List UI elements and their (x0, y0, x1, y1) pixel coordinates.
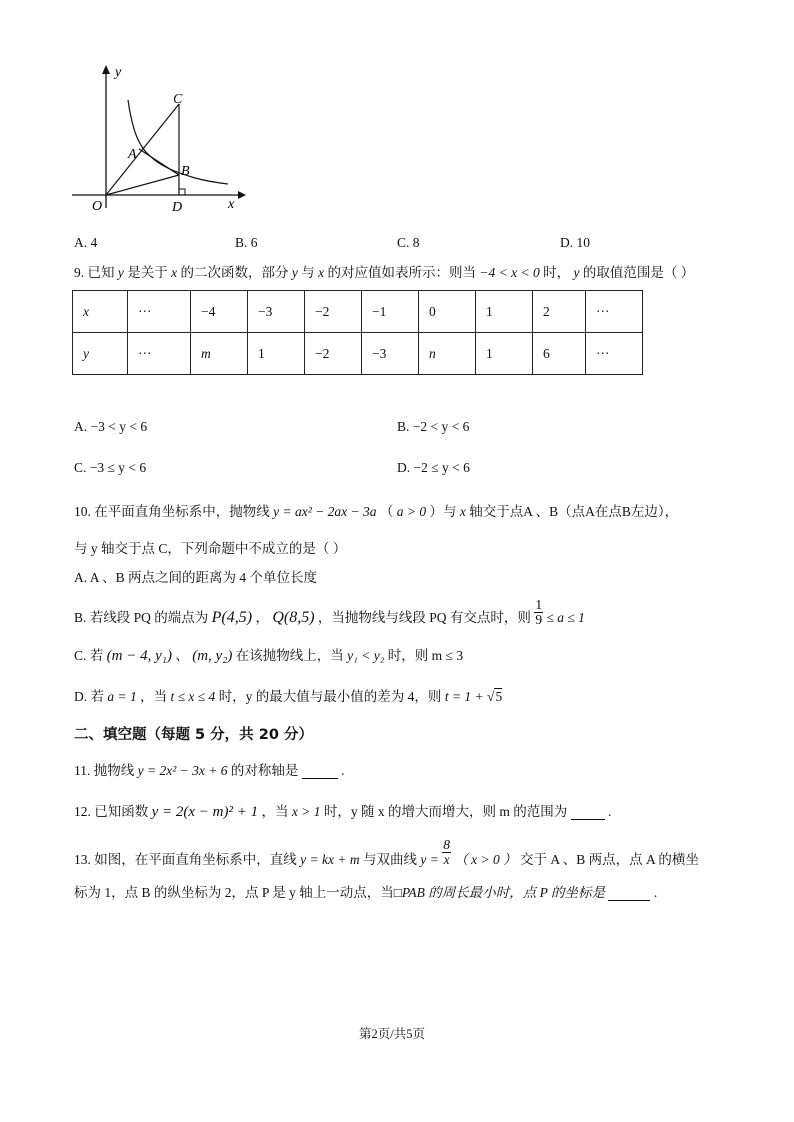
q13-mid: 与双曲线 (362, 851, 417, 867)
q9-stem-e: 的对应值如表所示：则当 (327, 265, 476, 280)
q10-option-c-pre: C. 若 (74, 648, 104, 663)
q9-option-d[interactable]: D. −2 ≤ y < 6 (397, 460, 470, 475)
x-axis-arrow (238, 191, 246, 199)
q12-formula: y = 2(x − m)² + 1 (151, 804, 259, 820)
label-d: D (172, 200, 183, 215)
table-cell: 1 (476, 291, 533, 333)
q10-option-d-t: t = 1 + (444, 689, 484, 704)
q10-option-c-ineq: y₁ < y₂ (347, 648, 385, 663)
q10-option-d-range: t ≤ x ≤ 4 (170, 689, 216, 704)
q10-condition: a > 0 (396, 504, 427, 519)
q13-line2-a: 标为 1，点 B 的纵坐标为 2，点 P 是 y 轴上一动点，当 (74, 885, 394, 900)
q10-option-b[interactable] (74, 598, 585, 627)
q13-line2 (74, 886, 657, 901)
answer-blank[interactable] (302, 764, 338, 779)
q9-stem (74, 266, 694, 280)
q10-point-q: Q(8,5) (272, 608, 315, 626)
table-row (73, 333, 643, 375)
q13-line-formula: y = kx + m (300, 851, 360, 867)
q9-stem-f: 时， (543, 265, 571, 280)
q10-point-p: P(4,5) (211, 608, 253, 626)
q9-option-b[interactable]: B. −2 < y < 6 (397, 419, 470, 434)
line-ob (106, 175, 179, 195)
q10-line1-b: （ (379, 504, 394, 519)
q10-option-a[interactable]: A. A 、B 两点之间的距离为 4 个单位长度 (74, 570, 318, 585)
q10-option-b-sep: ， (255, 609, 269, 625)
q11-pre: 11. 抛物线 (74, 763, 135, 778)
q10-option-b-pre: B. 若线段 PQ 的端点为 (74, 609, 209, 625)
q8-option-a[interactable]: A. 4 (74, 235, 98, 250)
page-footer: 第2页/共5页 (359, 1027, 425, 1041)
table-cell: −3 (248, 291, 305, 333)
table-cell: 1 (476, 333, 533, 375)
fraction-denominator: 9 (535, 612, 543, 628)
q9-var-y3: y (573, 265, 580, 280)
answer-blank[interactable] (608, 886, 650, 901)
label-o: O (92, 199, 103, 214)
q11-formula: y = 2x² − 3x + 6 (137, 763, 228, 778)
table-row (73, 291, 643, 333)
table-cell: ··· (128, 291, 191, 333)
q13-end: . (653, 885, 658, 900)
q8-option-d[interactable]: D. 10 (560, 235, 590, 250)
fraction-denominator: x (443, 852, 450, 868)
q10-option-c-end: 时，则 m ≤ 3 (387, 648, 464, 663)
q13-y-eq: y = (420, 851, 439, 867)
q10-line1-c: ）与 (429, 504, 457, 519)
q8-option-c[interactable]: C. 8 (397, 235, 420, 250)
fraction-numerator: 1 (535, 597, 543, 612)
q12 (74, 805, 611, 820)
table-cell: ··· (128, 333, 191, 375)
q10-option-c[interactable] (74, 649, 463, 664)
q10-point-2: (m, y₂) (192, 648, 233, 664)
q11 (74, 764, 344, 779)
q12-mid: ，当 (261, 804, 289, 819)
table-cell: ··· (586, 333, 643, 375)
label-b: B (181, 164, 190, 179)
q9-option-a[interactable]: A. −3 < y < 6 (74, 419, 148, 434)
q9-option-c[interactable]: C. −3 ≤ y < 6 (74, 460, 147, 475)
label-y: y (115, 65, 122, 80)
section-heading: 二、填空题（每题 5 分，共 20 分） (74, 727, 313, 743)
q12-cond: x > 1 (291, 804, 321, 819)
q9-stem-g: 的取值范围是（ ） (582, 265, 695, 280)
coordinate-figure (60, 58, 260, 218)
q10-line1 (74, 505, 678, 519)
sqrt-radicand: 5 (495, 689, 503, 704)
q9-var-x: x (171, 265, 178, 280)
table-cell: m (191, 333, 248, 375)
q10-option-d[interactable] (74, 690, 502, 704)
q9-stem-a: 9. 已知 (74, 265, 115, 280)
table-cell: 0 (419, 291, 476, 333)
q9-var-y2: y (291, 265, 298, 280)
label-c: C (173, 92, 183, 107)
q11-end: . (341, 763, 345, 778)
q10-line2: 与 y 轴交于点 C，下列命题中不成立的是（ ） (74, 541, 347, 556)
q10-option-c-mid: 在该抛物线上，当 (235, 648, 344, 663)
table-cell: −2 (305, 333, 362, 375)
q13-pre: 13. 如图，在平面直角坐标系中，直线 (74, 851, 297, 867)
q10-parabola-formula: y = ax² − 2ax − 3a (273, 504, 377, 519)
triangle-symbol: □ (393, 885, 402, 900)
q10-fraction (534, 598, 543, 627)
q13-fraction (442, 838, 451, 867)
q12-post: 时，y 随 x 的增大而增大，则 m 的范围为 (323, 804, 568, 819)
q13-cond: （ x > 0 ） (454, 851, 517, 867)
q9-stem-d: 与 (301, 265, 315, 280)
sqrt-symbol: √ (487, 689, 495, 704)
q13-post: 交于 A 、B 两点，点 A 的横坐 (520, 851, 699, 867)
label-a: A (128, 147, 137, 162)
q10-option-d-mid: ，当 (140, 689, 168, 704)
q9-var-y: y (117, 265, 124, 280)
table-cell: ··· (586, 291, 643, 333)
q10-option-b-end: ≤ a ≤ 1 (546, 609, 585, 625)
table-cell: x (73, 291, 128, 333)
q12-pre: 12. 已知函数 (74, 804, 149, 819)
q11-post: 的对称轴是 (230, 763, 299, 778)
hyperbola-curve (128, 100, 228, 184)
right-angle-mark (179, 189, 185, 195)
table-cell: 1 (248, 333, 305, 375)
table-cell: 2 (533, 291, 586, 333)
y-axis-arrow (102, 65, 110, 74)
table-cell: −4 (191, 291, 248, 333)
q10-point-1: (m − 4, y₁) (106, 648, 172, 664)
q13-line2-b: PAB 的周长最小时，点 P 的坐标是 (401, 885, 606, 900)
q10-option-b-mid: ，当抛物线与线段 PQ 有交点时，则 (317, 609, 531, 625)
q9-stem-b: 是关于 (127, 265, 168, 280)
q10-option-c-sep: 、 (175, 648, 189, 663)
table-cell: n (419, 333, 476, 375)
table-cell: −1 (362, 291, 419, 333)
q8-option-b[interactable]: B. 6 (235, 235, 258, 250)
line-ab (139, 149, 179, 175)
q10-var-x: x (459, 504, 466, 519)
q13-line1 (74, 838, 699, 867)
q10-option-d-pre: D. 若 (74, 689, 104, 704)
q9-value-table (72, 290, 643, 375)
table-cell: −3 (362, 333, 419, 375)
line-oc (106, 104, 179, 195)
table-cell: 6 (533, 333, 586, 375)
q9-var-x2: x (318, 265, 325, 280)
label-x: x (228, 197, 235, 212)
fraction-numerator: 8 (443, 837, 450, 852)
table-cell: −2 (305, 291, 362, 333)
q10-line1-d: 轴交于点A 、B（点A在点B左边）， (469, 504, 679, 519)
q9-inequality: −4 < x < 0 (479, 265, 540, 280)
answer-blank[interactable] (571, 805, 605, 820)
q9-stem-c: 的二次函数，部分 (180, 265, 289, 280)
q10-line1-a: 10. 在平面直角坐标系中，抛物线 (74, 504, 270, 519)
q12-end: . (608, 804, 612, 819)
table-cell: y (73, 333, 128, 375)
q10-option-d-mid2: 时，y 的最大值与最小值的差为 4，则 (218, 689, 442, 704)
q10-option-d-a: a = 1 (107, 689, 137, 704)
